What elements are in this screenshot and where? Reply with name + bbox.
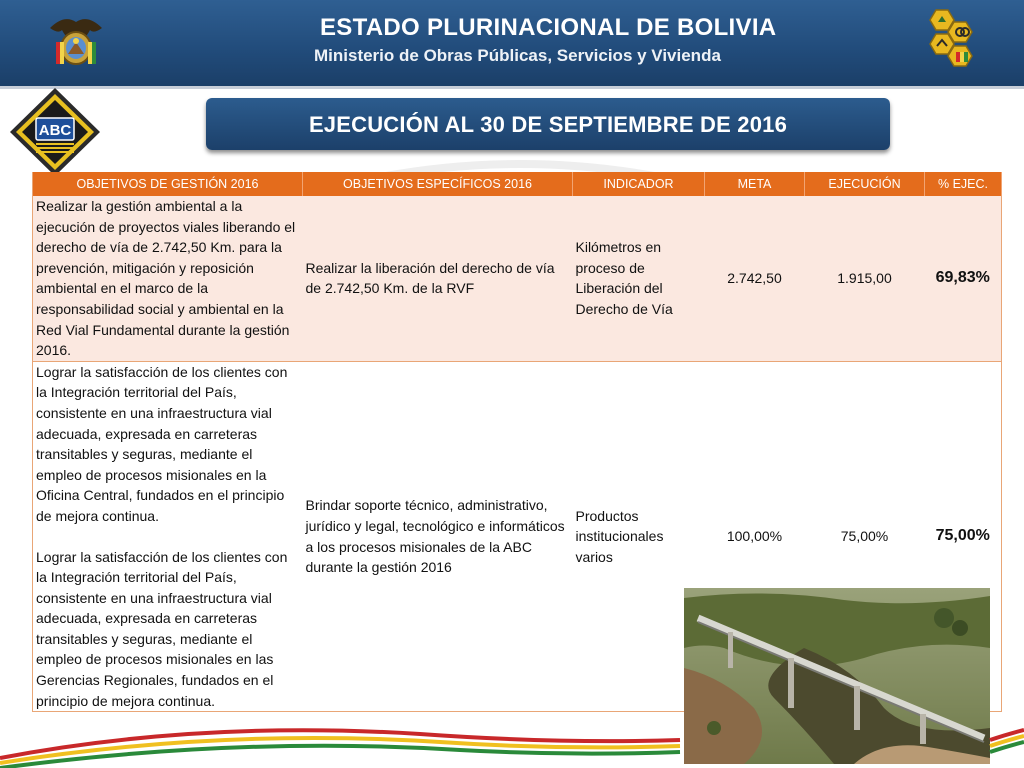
header-indicador: INDICADOR — [573, 172, 705, 196]
slide-title: EJECUCIÓN AL 30 DE SEPTIEMBRE DE 2016 — [308, 112, 788, 137]
header-ejecucion: EJECUCIÓN — [805, 172, 925, 196]
objetivo-gestion-gerencias-regionales: Lograr la satisfacción de los clientes con la Integración territorial del País, consistente en una infraestructura vial adecuada, expresada en carreteras transitables y seguras, mediante el empleo de procesos misionales en las Gerencias Regionales, fundados en el principio de mejora continua. — [36, 548, 288, 709]
slide-title-box — [206, 98, 890, 150]
cell-objetivo-especifico: Realizar la liberación del derecho de vía de 2.742,50 Km. de la RVF — [303, 196, 573, 361]
paragraph-gap — [36, 527, 300, 547]
bolivia-coat-of-arms-icon — [44, 8, 108, 72]
header-subtitle: Ministerio de Obras Públicas, Servicios y Vivienda — [314, 46, 721, 65]
objetivo-gestion-oficina-central: Lograr la satisfacción de los clientes con la Integración territorial del País, consistente en una infraestructura vial adecuada, expresada en carreteras transitables y seguras, mediante el empleo de procesos misionales en la Oficina Central, fundados en el principio de mejora continua. — [36, 363, 288, 524]
cell-pct-ejec: 69,83% — [925, 196, 1002, 361]
cell-objetivo-gestion: Realizar la gestión ambiental a la ejecución de proyectos viales liberando el derecho de vía de 2.742,50 Km. para la prevención, mitigación y reposición ambiental en el marco de la responsabilidad social y ambiental en la Red Vial Fundamental durante la gestión 2016. — [33, 196, 303, 361]
cell-ejecucion: 75,00% — [805, 361, 925, 712]
header-meta: META — [705, 172, 805, 196]
table-header-row — [33, 172, 1002, 196]
header-objetivos-gestion: OBJETIVOS DE GESTIÓN 2016 — [33, 172, 303, 196]
government-hexagon-logo-icon — [918, 8, 982, 70]
abc-logo-icon — [6, 86, 104, 178]
header-title: ESTADO PLURINACIONAL DE BOLIVIA — [320, 14, 777, 41]
footer-swoosh — [0, 700, 1024, 768]
header-banner — [0, 0, 1024, 89]
table-row — [33, 196, 1002, 361]
cell-ejecucion: 1.915,00 — [805, 196, 925, 361]
cell-meta: 2.742,50 — [705, 196, 805, 361]
cell-objetivo-gestion — [33, 361, 303, 712]
cell-indicador: Productos institucionales varios — [573, 361, 705, 712]
abc-logo-text: ABC — [38, 122, 72, 139]
header-pct-ejec: % EJEC. — [925, 172, 1002, 196]
cell-pct-ejec: 75,00% — [925, 361, 1002, 712]
cell-indicador: Kilómetros en proceso de Liberación del Derecho de Vía — [573, 196, 705, 361]
header-objetivos-especificos: OBJETIVOS ESPECÍFICOS 2016 — [303, 172, 573, 196]
cell-objetivo-especifico: Brindar soporte técnico, administrativo, jurídico y legal, tecnológico e informáticos a los procesos misionales de la ABC durante la gestión 2016 — [303, 361, 573, 712]
cell-meta: 100,00% — [705, 361, 805, 712]
